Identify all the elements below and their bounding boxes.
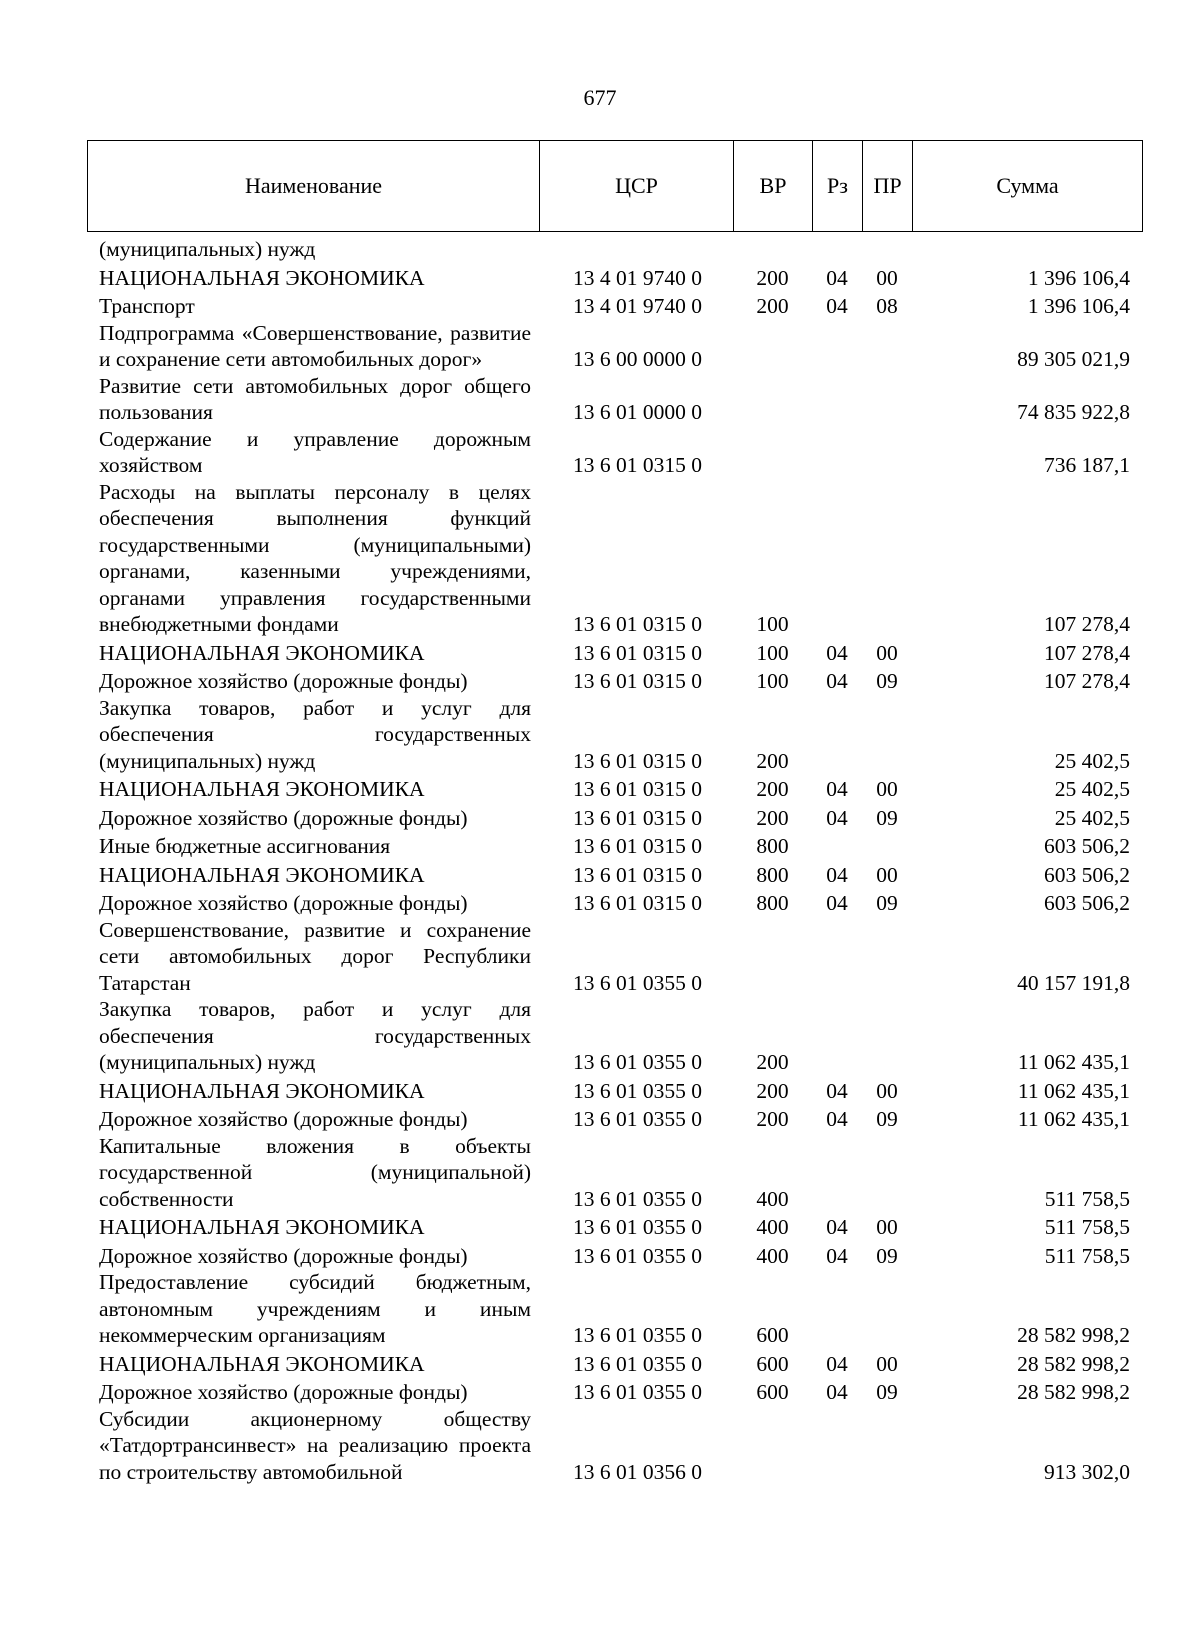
row-vr — [733, 373, 812, 426]
row-csr: 13 6 01 0315 0 — [573, 777, 702, 801]
header-vr: ВР — [734, 141, 813, 232]
row-csr: 13 6 01 0355 0 — [573, 1380, 702, 1404]
row-rz — [812, 917, 862, 997]
table-row — [87, 666, 1142, 695]
row-pr — [862, 320, 912, 373]
table-row — [87, 917, 1142, 997]
budget-table — [87, 234, 1142, 1485]
header-pr: ПР — [863, 141, 913, 232]
row-pr: 09 — [876, 669, 898, 693]
row-vr — [733, 1406, 812, 1486]
table-row — [87, 803, 1142, 832]
row-rz — [812, 426, 862, 479]
table-row — [87, 831, 1142, 860]
row-vr: 200 — [756, 265, 789, 290]
row-name: Субсидии акционерному обществу «Татдортрансинвест» на реализацию проекта по строительству автомобильной — [99, 1406, 531, 1484]
row-rz: 04 — [826, 805, 848, 830]
row-sum: 25 402,5 — [1054, 748, 1130, 773]
row-rz: 04 — [826, 669, 848, 693]
row-vr: 800 — [756, 834, 789, 858]
row-sum: 603 506,2 — [1044, 891, 1130, 915]
row-pr — [862, 373, 912, 426]
row-sum: 107 278,4 — [1044, 612, 1130, 636]
row-sum — [912, 234, 1142, 263]
row-vr: 400 — [756, 1243, 789, 1268]
row-sum: 736 187,1 — [1044, 453, 1130, 477]
header-rz: Рз — [813, 141, 863, 232]
row-sum: 28 582 998,2 — [1017, 1380, 1130, 1404]
row-csr: 13 6 01 0355 0 — [573, 1243, 702, 1268]
table-row — [87, 1406, 1142, 1486]
table-body — [87, 234, 1142, 1485]
row-name: Содержание и управление дорожным хозяйством — [99, 426, 531, 477]
row-vr: 200 — [756, 805, 789, 830]
row-sum: 11 062 435,1 — [1017, 1107, 1130, 1131]
row-vr: 200 — [756, 294, 789, 318]
table-row — [87, 1349, 1142, 1378]
row-csr: 13 6 01 0315 0 — [573, 862, 702, 887]
table-row — [87, 888, 1142, 917]
row-rz — [812, 695, 862, 775]
row-pr — [862, 1406, 912, 1486]
row-rz — [812, 373, 862, 426]
row-sum: 1 396 106,4 — [1027, 294, 1130, 318]
table-row — [87, 426, 1142, 479]
row-sum: 511 758,5 — [1044, 1243, 1130, 1268]
row-csr: 13 6 01 0315 0 — [573, 453, 702, 477]
row-name: НАЦИОНАЛЬНАЯ ЭКОНОМИКА — [99, 265, 425, 290]
row-csr: 13 4 01 9740 0 — [573, 265, 702, 290]
row-name: Иные бюджетные ассигнования — [99, 834, 391, 858]
row-rz — [812, 996, 862, 1076]
row-name: НАЦИОНАЛЬНАЯ ЭКОНОМИКА — [99, 1078, 425, 1103]
table-row — [87, 996, 1142, 1076]
row-vr: 400 — [756, 1186, 789, 1211]
row-pr: 00 — [876, 862, 898, 887]
table-row — [87, 1212, 1142, 1241]
row-sum: 107 278,4 — [1044, 640, 1130, 665]
row-sum: 1 396 106,4 — [1027, 265, 1130, 290]
row-vr: 600 — [756, 1351, 789, 1376]
table-row — [87, 1241, 1142, 1270]
row-sum: 40 157 191,8 — [1017, 970, 1130, 995]
row-sum: 25 402,5 — [1054, 777, 1130, 801]
row-vr: 100 — [756, 612, 789, 636]
row-csr: 13 6 01 0355 0 — [573, 1323, 702, 1347]
row-csr: 13 6 01 0315 0 — [573, 805, 702, 830]
row-name: Расходы на выплаты персоналу в целях обеспечения выполнения функций государственными (муниципальными) органами, казенными учреждениями, органами управления государственными внебюджетными фондами — [99, 479, 531, 636]
row-vr: 200 — [756, 748, 789, 773]
row-rz: 04 — [826, 265, 848, 290]
row-rz: 04 — [826, 1243, 848, 1268]
row-rz: 04 — [826, 891, 848, 915]
row-pr — [862, 831, 912, 860]
table-row — [87, 1133, 1142, 1213]
row-vr — [733, 234, 812, 263]
row-rz — [812, 831, 862, 860]
row-vr: 800 — [756, 891, 789, 915]
row-name: Капитальные вложения в объекты государственной (муниципальной) собственности — [99, 1133, 531, 1211]
header-sum: Сумма — [913, 141, 1143, 232]
row-pr: 00 — [876, 640, 898, 665]
table-row — [87, 479, 1142, 638]
row-vr: 100 — [756, 640, 789, 665]
row-name: НАЦИОНАЛЬНАЯ ЭКОНОМИКА — [99, 1215, 425, 1239]
row-pr: 08 — [876, 294, 898, 318]
row-csr: 13 6 01 0315 0 — [573, 834, 702, 858]
row-csr: 13 6 01 0355 0 — [573, 1107, 702, 1131]
row-rz: 04 — [826, 777, 848, 801]
row-pr — [862, 695, 912, 775]
row-csr: 13 4 01 9740 0 — [573, 294, 702, 318]
row-rz: 04 — [826, 1078, 848, 1103]
row-pr — [862, 996, 912, 1076]
row-pr: 00 — [876, 1351, 898, 1376]
table-row — [87, 263, 1142, 292]
row-vr: 400 — [756, 1215, 789, 1239]
row-vr — [733, 320, 812, 373]
row-sum: 603 506,2 — [1044, 834, 1130, 858]
row-pr — [862, 426, 912, 479]
row-name: (муниципальных) нужд — [99, 237, 316, 261]
row-rz — [812, 1269, 862, 1349]
row-name: НАЦИОНАЛЬНАЯ ЭКОНОМИКА — [99, 862, 425, 887]
row-name: Дорожное хозяйство (дорожные фонды) — [99, 669, 468, 693]
row-name: Закупка товаров, работ и услуг для обеспечения государственных (муниципальных) нужд — [99, 997, 531, 1074]
table-row — [87, 1076, 1142, 1105]
row-sum: 511 758,5 — [1044, 1186, 1130, 1211]
row-sum: 11 062 435,1 — [1017, 1078, 1130, 1103]
row-vr — [733, 426, 812, 479]
table-row — [87, 695, 1142, 775]
row-name: Развитие сети автомобильных дорог общего пользования — [99, 373, 531, 424]
row-csr: 13 6 00 0000 0 — [573, 347, 702, 371]
row-vr — [733, 917, 812, 997]
row-sum: 603 506,2 — [1044, 862, 1130, 887]
row-name: Предоставление субсидий бюджетным, автономным учреждениям и иным некоммерческим организациям — [99, 1270, 531, 1347]
row-rz: 04 — [826, 1215, 848, 1239]
table-row — [87, 638, 1142, 667]
row-csr — [539, 234, 733, 263]
row-sum: 107 278,4 — [1044, 669, 1130, 693]
row-csr: 13 6 01 0315 0 — [573, 612, 702, 636]
row-rz — [812, 1406, 862, 1486]
table-row — [87, 1269, 1142, 1349]
table-header — [87, 140, 1143, 232]
row-rz: 04 — [826, 862, 848, 887]
row-vr: 200 — [756, 777, 789, 801]
row-csr: 13 6 01 0355 0 — [573, 970, 702, 995]
row-csr: 13 6 01 0355 0 — [573, 1351, 702, 1376]
row-vr: 200 — [756, 1050, 789, 1074]
row-rz — [812, 320, 862, 373]
row-rz: 04 — [826, 640, 848, 665]
table-row — [87, 234, 1142, 263]
row-csr: 13 6 01 0315 0 — [573, 669, 702, 693]
row-name: Транспорт — [99, 294, 195, 318]
row-pr: 00 — [876, 777, 898, 801]
row-pr — [862, 1133, 912, 1213]
row-pr: 09 — [876, 1107, 898, 1131]
row-pr — [862, 234, 912, 263]
row-csr: 13 6 01 0355 0 — [573, 1215, 702, 1239]
table-row — [87, 774, 1142, 803]
header-name: Наименование — [88, 141, 540, 232]
row-pr: 09 — [876, 1380, 898, 1404]
row-rz: 04 — [826, 1107, 848, 1131]
row-pr: 09 — [876, 805, 898, 830]
row-sum: 28 582 998,2 — [1017, 1323, 1130, 1347]
row-name: Дорожное хозяйство (дорожные фонды) — [99, 805, 468, 830]
row-sum: 25 402,5 — [1054, 805, 1130, 830]
row-rz: 04 — [826, 1380, 848, 1404]
row-csr: 13 6 01 0355 0 — [573, 1186, 702, 1211]
row-csr: 13 6 01 0000 0 — [573, 400, 702, 424]
row-csr: 13 6 01 0315 0 — [573, 640, 702, 665]
table-row — [87, 1104, 1142, 1133]
row-vr: 100 — [756, 669, 789, 693]
row-sum: 74 835 922,8 — [1017, 400, 1130, 424]
row-pr: 00 — [876, 265, 898, 290]
table-row — [87, 373, 1142, 426]
row-name: Дорожное хозяйство (дорожные фонды) — [99, 1243, 468, 1268]
row-sum: 511 758,5 — [1044, 1215, 1130, 1239]
row-vr: 200 — [756, 1107, 789, 1131]
row-name: Дорожное хозяйство (дорожные фонды) — [99, 891, 468, 915]
table-row — [87, 860, 1142, 889]
row-rz — [812, 1133, 862, 1213]
row-rz — [812, 479, 862, 638]
row-csr: 13 6 01 0315 0 — [573, 748, 702, 773]
row-rz: 04 — [826, 294, 848, 318]
row-rz — [812, 234, 862, 263]
row-sum: 913 302,0 — [1044, 1459, 1130, 1484]
table-row — [87, 320, 1142, 373]
row-csr: 13 6 01 0315 0 — [573, 891, 702, 915]
row-name: Дорожное хозяйство (дорожные фонды) — [99, 1380, 468, 1404]
row-sum: 28 582 998,2 — [1017, 1351, 1130, 1376]
row-sum: 89 305 021,9 — [1017, 347, 1130, 371]
table-row — [87, 291, 1142, 320]
row-pr: 00 — [876, 1215, 898, 1239]
row-pr — [862, 1269, 912, 1349]
table-row — [87, 1377, 1142, 1406]
row-csr: 13 6 01 0356 0 — [573, 1459, 702, 1484]
header-csr: ЦСР — [540, 141, 734, 232]
row-sum: 11 062 435,1 — [1017, 1050, 1130, 1074]
row-name: Совершенствование, развитие и сохранение сети автомобильных дорог Республики Татарстан — [99, 917, 531, 995]
row-name: Закупка товаров, работ и услуг для обеспечения государственных (муниципальных) нужд — [99, 695, 531, 773]
row-csr: 13 6 01 0355 0 — [573, 1050, 702, 1074]
row-vr: 600 — [756, 1323, 789, 1347]
row-vr: 800 — [756, 862, 789, 887]
row-pr — [862, 479, 912, 638]
row-vr: 200 — [756, 1078, 789, 1103]
row-name: Дорожное хозяйство (дорожные фонды) — [99, 1107, 468, 1131]
row-csr: 13 6 01 0355 0 — [573, 1078, 702, 1103]
row-pr — [862, 917, 912, 997]
row-pr: 09 — [876, 891, 898, 915]
row-name: НАЦИОНАЛЬНАЯ ЭКОНОМИКА — [99, 777, 425, 801]
row-rz: 04 — [826, 1351, 848, 1376]
page-number: 677 — [583, 85, 617, 110]
row-name: Подпрограмма «Совершенствование, развитие и сохранение сети автомобильных дорог» — [99, 320, 531, 371]
row-pr: 09 — [876, 1243, 898, 1268]
row-name: НАЦИОНАЛЬНАЯ ЭКОНОМИКА — [99, 1351, 425, 1376]
row-vr: 600 — [756, 1380, 789, 1404]
row-pr: 00 — [876, 1078, 898, 1103]
row-name: НАЦИОНАЛЬНАЯ ЭКОНОМИКА — [99, 640, 425, 665]
